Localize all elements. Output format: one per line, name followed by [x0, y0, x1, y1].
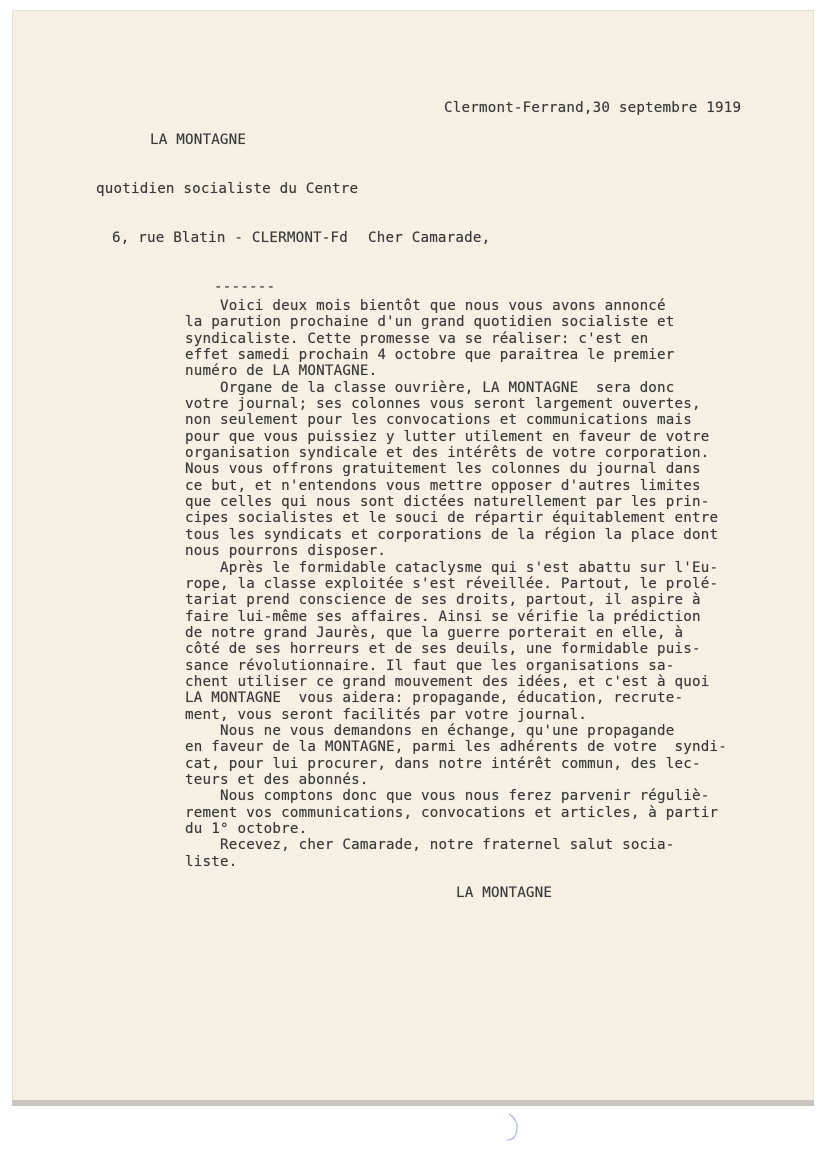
letterhead	[96, 100, 358, 312]
body-line: Nous ne vous demandons en échange, qu'une propagande	[185, 722, 675, 739]
body-line: Après le formidable cataclysme qui s'est abattu sur l'Eu-	[185, 559, 719, 576]
letterhead-subtitle: quotidien socialiste du Centre	[96, 181, 359, 197]
signature: LA MONTAGNE	[456, 885, 553, 901]
body-line: Nous comptons donc que vous nous ferez parvenir réguliè-	[185, 788, 710, 805]
body-line: ce but, et n'entendons vous mettre opposer d'autres limites	[185, 477, 701, 494]
body-line: liste.	[185, 853, 238, 870]
body-line: Organe de la classe ouvrière, LA MONTAGNE sera donc	[185, 379, 675, 396]
body-line: rement vos communications, convocations et articles, à partir	[185, 804, 719, 821]
body-line: tous les syndicats et corporations de la région la place dont	[185, 526, 719, 543]
body-line: LA MONTAGNE vous aidera: propagande, éducation, recrute-	[185, 690, 684, 707]
letterhead-name: LA MONTAGNE	[150, 132, 247, 148]
body-line: non seulement pour les convocations et communications mais	[185, 412, 693, 429]
body-line: votre journal; ses colonnes vous seront largement ouvertes,	[185, 396, 701, 413]
letterhead-address: 6, rue Blatin - CLERMONT-Fd	[112, 230, 349, 246]
body-line: organisation syndicale et des intérêts de votre corporation.	[185, 445, 710, 462]
body-line: chent utiliser ce grand mouvement des idées, et c'est à quoi	[185, 673, 710, 690]
body-line: effet samedi prochain 4 octobre que paraitrea le premier	[185, 347, 675, 364]
body-line: ment, vous seront facilités par votre journal.	[185, 706, 588, 723]
body-line: Nous vous offrons gratuitement les colonnes du journal dans	[185, 461, 701, 478]
body-line: Voici deux mois bientôt que nous vous avons annoncé	[185, 298, 666, 314]
scan-edge	[12, 1100, 814, 1106]
body-line: tariat prend conscience de ses droits, partout, il aspire à	[185, 592, 701, 609]
body-line: sance révolutionnaire. Il faut que les organisations sa-	[185, 657, 675, 674]
body-line: du 1° octobre.	[185, 821, 308, 837]
body-line: numéro de LA MONTAGNE.	[185, 363, 378, 380]
body-line: de notre grand Jaurès, que la guerre porterait en elle, à	[185, 624, 684, 641]
scan-mark	[505, 1112, 525, 1142]
body-line: Recevez, cher Camarade, notre fraternel salut socia-	[185, 837, 675, 854]
body-line: cipes socialistes et le souci de répartir équitablement entre	[185, 510, 719, 527]
body-line: pour que vous puissiez y lutter utilement en faveur de votre	[185, 428, 710, 445]
body-line: que celles qui nous sont dictées naturellement par les prin-	[185, 494, 710, 511]
body-line: nous pourrons disposer.	[185, 543, 387, 560]
salutation: Cher Camarade,	[368, 230, 491, 246]
body-line: en faveur de la MONTAGNE, parmi les adhérents de votre syndi-	[185, 739, 727, 756]
letterhead-rule: -------	[214, 279, 276, 295]
dateline: Clermont-Ferrand,30 septembre 1919	[444, 100, 742, 116]
body-line: teurs et des abonnés.	[185, 771, 369, 788]
letter-body	[185, 298, 727, 870]
body-line: la parution prochaine d'un grand quotidien socialiste et	[185, 314, 675, 331]
body-line: cat, pour lui procurer, dans notre intérêt commun, des lec-	[185, 755, 701, 772]
body-line: côté de ses horreurs et de ses deuils, une formidable puis-	[185, 641, 701, 658]
body-line: rope, la classe exploitée s'est réveillée. Partout, le prolé-	[185, 575, 719, 592]
body-line: syndicaliste. Cette promesse va se réaliser: c'est en	[185, 330, 649, 347]
body-line: faire lui-même ses affaires. Ainsi se vérifie la prédiction	[185, 608, 701, 625]
